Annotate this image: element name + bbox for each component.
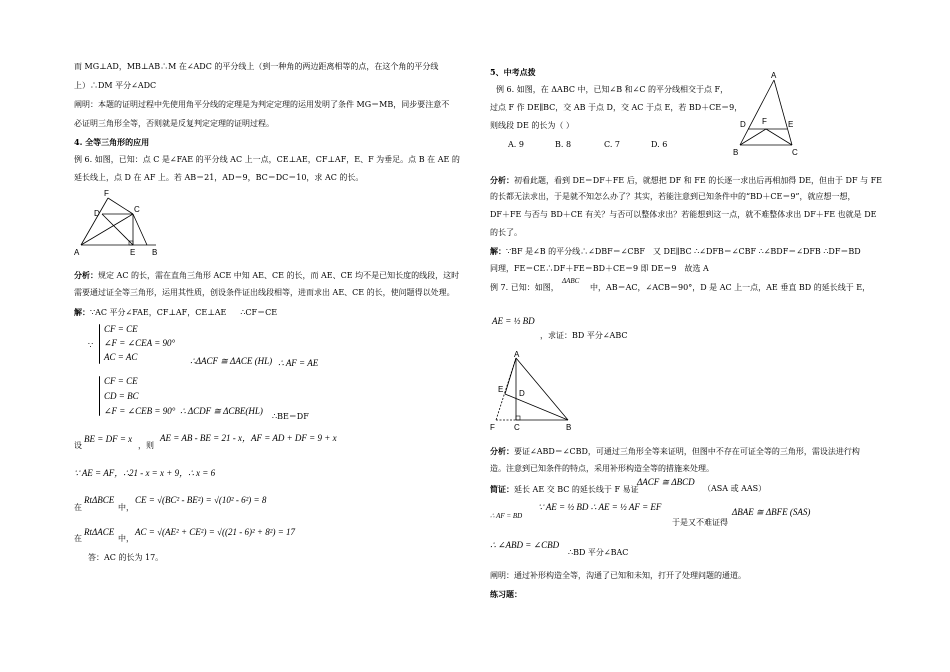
text-line: 造。注意到已知条件的特点，采用补形构造全等的措施来处理。 xyxy=(490,464,714,473)
math-line: ∴ΔACF ≅ ΔACE (HL) xyxy=(190,356,273,366)
text-line: 的长了。 xyxy=(490,228,522,237)
text-line xyxy=(490,283,559,293)
math-line: CE = √(BC² - BE²) = √(10² - 6²) = 8 xyxy=(135,495,267,505)
because-sign: ∵ xyxy=(88,341,94,350)
fig-line xyxy=(133,214,147,245)
label-c: C xyxy=(134,205,140,214)
math-line: CF = CE xyxy=(104,324,138,334)
fig-line xyxy=(81,198,108,245)
text-line: 例 6. 如图，已知：点 C 是∠FAE 的平分线 AC 上一点，CE⊥AE，CF⊥AF，E、F 为垂足。点 B 在 AE 的 xyxy=(74,155,460,164)
text-line xyxy=(490,484,639,495)
text-line xyxy=(490,246,861,257)
label-f: F xyxy=(490,423,495,432)
math-line: ΔABC xyxy=(562,277,580,285)
text-line: ，则 xyxy=(138,441,154,450)
brace xyxy=(99,376,100,416)
math-line: ΔBAE ≅ ΔBFE (SAS) xyxy=(732,507,811,517)
label-f: F xyxy=(762,117,767,126)
text-line xyxy=(74,441,82,451)
label-c: C xyxy=(792,148,798,157)
label-d: D xyxy=(740,120,746,129)
label-solution: 解： xyxy=(490,246,506,256)
answer-line: 答：AC 的长为 17。 xyxy=(88,553,164,562)
analysis-text: 初看此题，看到 DE＝DF＋FE 后，就想把 DF 和 FE 的长逐一求出后再相加得 DE，但由于 DF 与 FE xyxy=(514,176,883,185)
text-line: 阐明：通过补形构造全等，沟通了已知和未知，打开了处理问题的通道。 xyxy=(490,571,746,580)
math-line: RtΔACE xyxy=(84,527,115,537)
text-line: 阐明：本题的证明过程中先使用角平分线的定理是为判定定理的运用发明了条件 MG＝MB，同步要注意不 xyxy=(74,100,450,109)
label-d: D xyxy=(519,389,525,398)
text-line: 需要通过证全等三角形，运用其性质，创设条件证出线段相等，进而求出 AE、CE 的长，使问题得以处理。 xyxy=(74,288,455,297)
section-heading: 练习题： xyxy=(490,589,522,599)
label-a: A xyxy=(771,71,777,80)
math-line: ∴ AF = AE xyxy=(278,358,319,368)
text-line xyxy=(490,446,860,457)
label-e: E xyxy=(498,385,504,394)
fig-line xyxy=(740,80,774,145)
label-e: E xyxy=(788,120,794,129)
proof-text: 延长 AE 交 BC 的延长线于 F 易证 xyxy=(514,485,639,494)
text-line: 同理，FE＝CE∴DF＋FE＝BD＋CE＝9 即 DE＝9 故选 A xyxy=(490,264,709,273)
math-line: ∵ AE = ½ BD ∴ AE = ½ AF = EF xyxy=(538,502,662,512)
math-line: AE = ½ BD xyxy=(492,316,535,326)
section-heading: 4. 全等三角形的应用 xyxy=(74,137,150,147)
text-line: DF＋FE 与否与 BD＋CE 有关？与否可以整体求出？若能想到这一点，就不难整体求出 DF＋FE 也就是 DE xyxy=(490,210,877,219)
label-proof: 简证： xyxy=(490,484,514,494)
math-line: AC = AC xyxy=(104,352,138,362)
solution-text: ∵BF 是∠B 的平分线∴∠DBF＝∠CBF 又 DE∥BC ∴∠DFB＝∠CBF ∴∠BDF＝∠DFB ∴DF＝BD xyxy=(506,247,861,256)
text-line xyxy=(490,175,882,186)
math-line: AC = √(AE² + CE²) = √((21 - 6)² + 8²) = 17 xyxy=(135,527,296,537)
figure-triangle-abc xyxy=(730,70,805,158)
label-analysis: 分析： xyxy=(490,446,514,456)
text-line: 过点 F 作 DE∥BC，交 AB 于点 D，交 AC 于点 E，若 BD＋CE＝9， xyxy=(490,103,743,112)
text-line: 延长线上，点 D 在 AF 上。若 AB＝21，AD＝9，BC＝DC＝10，求 AC 的长。 xyxy=(74,173,364,182)
math-line: CF = CE xyxy=(104,376,138,386)
text-line: 在 xyxy=(74,534,82,543)
text-line: 的长都无法求出，于是就不知怎么办了？其实，若能注意到已知条件中的“BD＋CE＝9”，就应想一想， xyxy=(490,192,856,201)
fig-line xyxy=(505,394,568,420)
label-d: D xyxy=(94,209,100,218)
text-line xyxy=(74,307,277,318)
math-line: ∴ ∠ABD = ∠CBD xyxy=(490,540,560,550)
ex7-text: 例 7. 已知：如图， xyxy=(490,283,559,292)
set-text: 设 xyxy=(74,441,82,450)
text-line: ，求证：BD 平分∠ABC xyxy=(540,331,628,340)
brace xyxy=(99,324,100,364)
solution-text: ∴CF＝CE xyxy=(240,308,278,317)
text-line: 而 MG⊥AD，MB⊥AB∴M 在∠ADC 的平分线上（到一种角的两边距离相等的点，在这个角的平分线 xyxy=(74,62,439,71)
label-b: B xyxy=(152,248,158,257)
label-analysis: 分析： xyxy=(74,270,98,280)
math-line: ∴ AF = BD xyxy=(490,512,523,520)
right-angle-mark xyxy=(516,416,520,420)
math-line: RtΔBCE xyxy=(84,495,115,505)
label-f: F xyxy=(104,189,109,198)
figure-right-triangle xyxy=(490,350,575,432)
text-line: 中，AB＝AC，∠ACB＝90°，D 是 AC 上一点，AE 垂直 BD 的延长线于 E， xyxy=(590,283,871,292)
text-line: 中， xyxy=(118,503,134,512)
label-b: B xyxy=(566,423,572,432)
section-heading: 5、中考点拨 xyxy=(490,67,536,77)
fig-line xyxy=(108,198,133,214)
option-c: C. 7 xyxy=(604,140,621,149)
figure-triangle-acd xyxy=(70,188,160,258)
math-line: ∠F = ∠CEB = 90° xyxy=(104,406,176,416)
math-line: ∠F = ∠CEA = 90° xyxy=(104,338,176,348)
option-b: B. 8 xyxy=(555,140,572,149)
label-b: B xyxy=(733,148,739,157)
fig-line xyxy=(505,358,516,394)
math-line: CD = BC xyxy=(104,391,139,401)
label-c: C xyxy=(514,423,520,432)
label-a: A xyxy=(514,350,520,359)
text-line: 例 6. 如图，在 ΔABC 中，已知∠B 和∠C 的平分线相交于点 F， xyxy=(496,85,729,94)
label-solution: 解： xyxy=(74,307,90,317)
option-a: A. 9 xyxy=(508,140,524,149)
text-line: ∴BE＝DF xyxy=(272,412,309,421)
solution-text: ∵AC 平分∠FAE，CF⊥AF，CE⊥AE xyxy=(90,308,227,317)
analysis-text: 规定 AC 的长，需在直角三角形 ACE 中知 AE、CE 的长，而 AE、CE 均不是已知长度的线段，这时 xyxy=(98,271,460,280)
label-a: A xyxy=(74,248,80,257)
text-line: 在 xyxy=(74,503,82,512)
math-line: ∵ AE = AF，∴21 - x = x + 9，∴ x = 6 xyxy=(74,468,216,478)
analysis-text: 要证∠ABD＝∠CBD，可通过三角形全等来证明，但图中不存在可证全等的三角形，需设法进行构 xyxy=(514,447,860,456)
text-line: （ASA 或 AAS） xyxy=(703,484,767,493)
math-line: ∴ ΔCDF ≅ ΔCBE(HL) xyxy=(180,406,263,416)
option-d: D. 6 xyxy=(651,140,668,149)
label-analysis: 分析： xyxy=(490,175,514,185)
text-line: 必证明三角形全等，否则就是反复判定定理的证明过程。 xyxy=(74,119,274,128)
text-line: 中， xyxy=(118,534,134,543)
text-line: 则线段 DE 的长为（ ） xyxy=(490,121,574,130)
text-line: 上）∴DM 平分∠ADC xyxy=(74,81,157,90)
text-line: ∴BD 平分∠BAC xyxy=(568,548,629,557)
label-e: E xyxy=(130,248,136,257)
math-line: AE = AB - BE = 21 - x，AF = AD + DF = 9 + x xyxy=(160,433,337,443)
math-line: BE = DF = x xyxy=(84,434,133,444)
text-line: 于是又不难证得 xyxy=(672,518,728,527)
text-line xyxy=(74,270,459,281)
math-line: ΔACF ≅ ΔBCD xyxy=(637,477,695,487)
